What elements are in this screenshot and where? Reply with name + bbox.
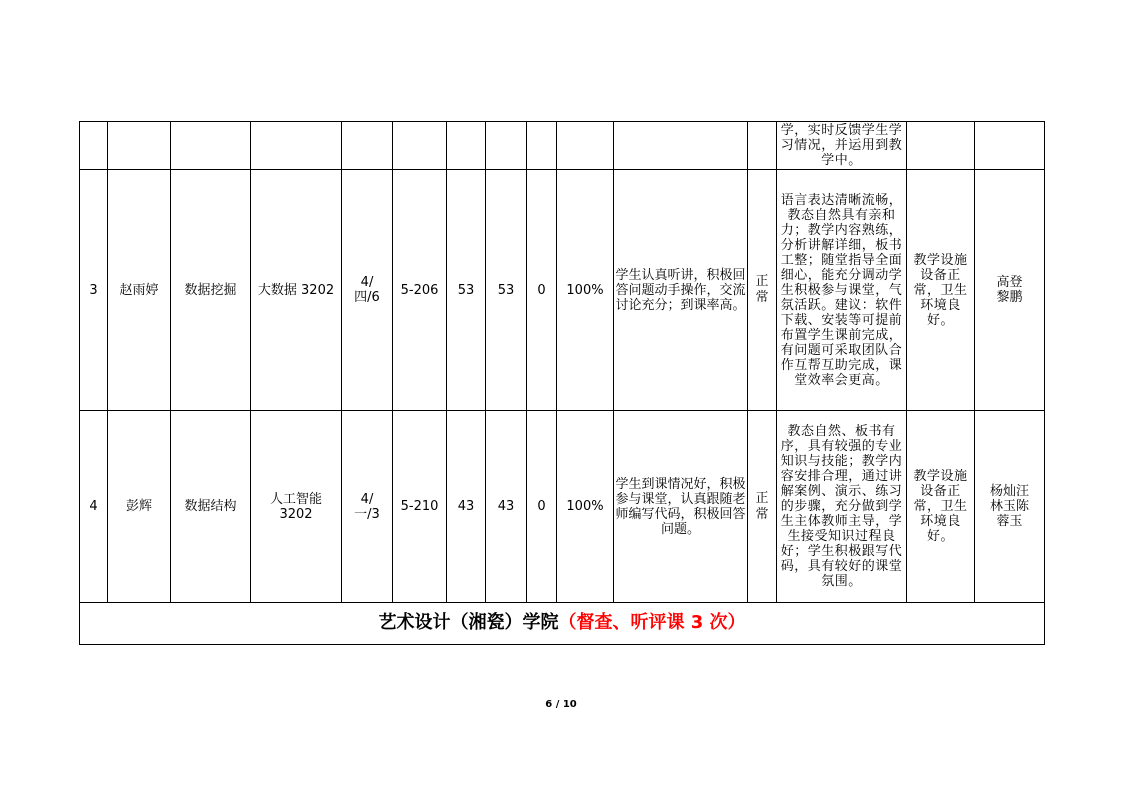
cell-index: 3 bbox=[80, 170, 108, 411]
section-header bbox=[80, 603, 1045, 645]
cell-schedule: 4/四/6 bbox=[342, 170, 393, 411]
table-row bbox=[80, 170, 1045, 411]
cell-status: 正常 bbox=[748, 170, 777, 411]
cell-teacher: 彭辉 bbox=[108, 411, 171, 603]
cell-teacher: 赵雨婷 bbox=[108, 170, 171, 411]
cell-teaching: 教态自然、板书有序，具有较强的专业知识与技能；教学内容安排合理，通过讲解案例、演示、练习的步骤，充分做到学生主体教师主导，学生接受知识过程良好；学生积极跟写代码，具有较好的课堂氛围。 bbox=[777, 411, 907, 603]
cell-course bbox=[171, 122, 251, 170]
cell-schedule bbox=[342, 122, 393, 170]
cell-teacher bbox=[108, 122, 171, 170]
cell-learning: 学生认真听讲，积极回答问题动手操作，交流讨论充分；到课率高。 bbox=[614, 170, 748, 411]
cell-actual: 53 bbox=[486, 170, 527, 411]
page-number: 6 / 10 bbox=[545, 699, 577, 710]
cell-rate bbox=[557, 122, 614, 170]
cell-rate: 100% bbox=[557, 411, 614, 603]
cell-index: 4 bbox=[80, 411, 108, 603]
cell-room: 5-206 bbox=[393, 170, 447, 411]
cell-class: 人工智能3202 bbox=[251, 411, 342, 603]
cell-expected: 43 bbox=[447, 411, 486, 603]
cell-inspectors: 杨灿汪林玉陈蓉玉 bbox=[975, 411, 1045, 603]
cell-absent: 0 bbox=[527, 170, 557, 411]
cell-environment bbox=[907, 122, 975, 170]
cell-course: 数据挖掘 bbox=[171, 170, 251, 411]
cell-teaching: 学，实时反馈学生学习情况，并运用到教学中。 bbox=[777, 122, 907, 170]
section-highlight: （督查、听评课 3 次） bbox=[558, 612, 746, 633]
cell-class: 大数据 3202 bbox=[251, 170, 342, 411]
cell-inspectors bbox=[975, 122, 1045, 170]
cell-absent: 0 bbox=[527, 411, 557, 603]
table-row bbox=[80, 122, 1045, 170]
cell-inspectors: 高登黎鹏 bbox=[975, 170, 1045, 411]
cell-room: 5-210 bbox=[393, 411, 447, 603]
cell-room bbox=[393, 122, 447, 170]
cell-index bbox=[80, 122, 108, 170]
section-row bbox=[80, 603, 1045, 645]
cell-absent bbox=[527, 122, 557, 170]
cell-schedule: 4/一/3 bbox=[342, 411, 393, 603]
cell-learning: 学生到课情况好，积极参与课堂，认真跟随老师编写代码，积极回答问题。 bbox=[614, 411, 748, 603]
cell-status bbox=[748, 122, 777, 170]
cell-actual bbox=[486, 122, 527, 170]
cell-teaching: 语言表达清晰流畅，教态自然具有亲和力；教学内容熟练，分析讲解详细，板书工整；随堂指导全面细心，能充分调动学生积极参与课堂，气氛活跃。建议：软件下载、安装等可提前布置学生课前完成，有问题可采取团队合作互帮互助完成，课堂效率会更高。 bbox=[777, 170, 907, 411]
cell-actual: 43 bbox=[486, 411, 527, 603]
cell-expected bbox=[447, 122, 486, 170]
cell-expected: 53 bbox=[447, 170, 486, 411]
cell-environment: 教学设施设备正常，卫生环境良好。 bbox=[907, 170, 975, 411]
cell-learning bbox=[614, 122, 748, 170]
section-title: 艺术设计（湘瓷）学院 bbox=[378, 612, 559, 633]
table-row bbox=[80, 411, 1045, 603]
cell-course: 数据结构 bbox=[171, 411, 251, 603]
cell-status: 正常 bbox=[748, 411, 777, 603]
cell-environment: 教学设施设备正常，卫生环境良好。 bbox=[907, 411, 975, 603]
inspection-table bbox=[79, 121, 1045, 645]
cell-class bbox=[251, 122, 342, 170]
cell-rate: 100% bbox=[557, 170, 614, 411]
